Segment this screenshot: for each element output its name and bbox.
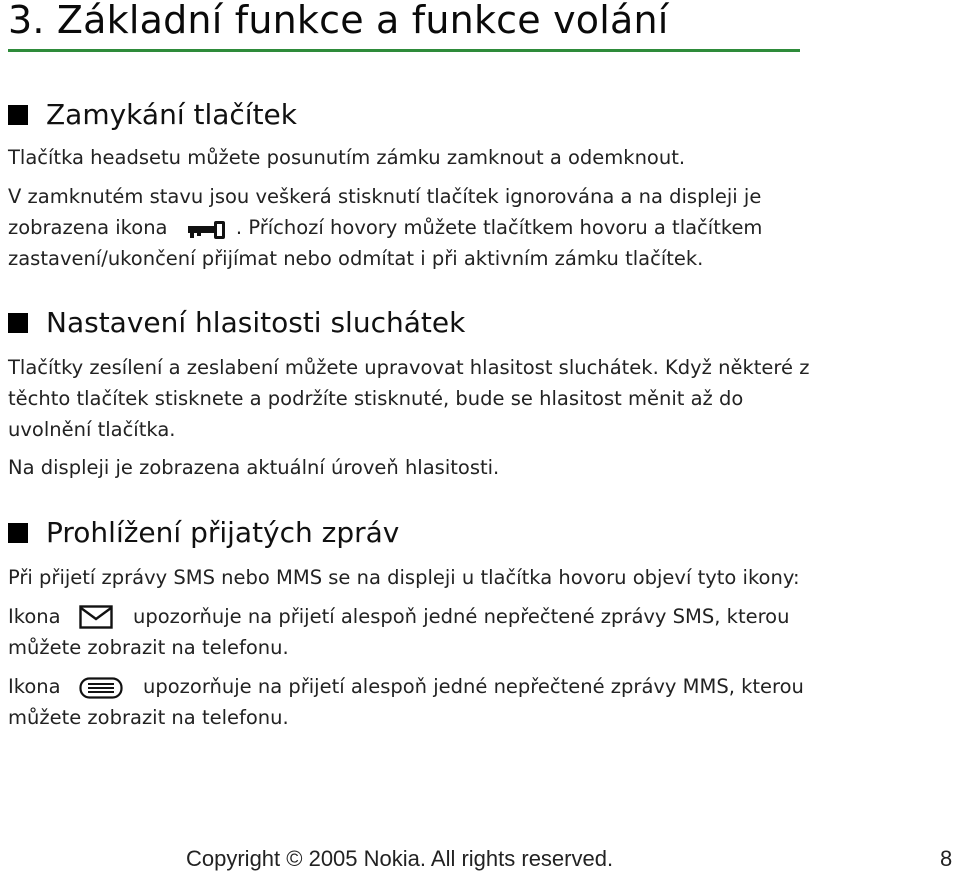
chapter-title: 3. Základní funkce a funkce volání (8, 0, 669, 42)
section-heading-label: Nastavení hlasitosti sluchátek (46, 306, 466, 339)
page-number: 8 (940, 846, 953, 871)
paragraph-line: Tlačítky zesílení a zeslabení můžete upravovat hlasitost sluchátek. Když některé z (8, 356, 810, 379)
text-run: Ikona (8, 675, 61, 698)
text-run: upozorňuje na přijetí alespoň jedné nepřečtené zprávy MMS, kterou (143, 675, 804, 698)
paragraph-line: těchto tlačítek stisknete a podržíte stisknuté, bude se hlasitost měnit až do (8, 387, 744, 410)
section-heading-volume (8, 306, 465, 339)
heading-bullet-icon (8, 313, 28, 333)
footer-copyright: Copyright © 2005 Nokia. All rights reserved. (186, 846, 614, 871)
paragraph-line: můžete zobrazit na telefonu. (8, 636, 289, 659)
text-run: . Příchozí hovory můžete tlačítkem hovoru a tlačítkem (235, 216, 763, 239)
section-heading-key-lock (8, 98, 297, 131)
text-run: Ikona (8, 605, 61, 628)
chapter-divider (8, 49, 800, 52)
paragraph: Na displeji je zobrazena aktuální úroveň hlasitosti. (8, 456, 500, 479)
section-heading-messages (8, 516, 399, 549)
text-run: zobrazena ikona (8, 216, 168, 239)
heading-bullet-icon (8, 523, 28, 543)
heading-bullet-icon (8, 105, 28, 125)
paragraph-line: uvolnění tlačítka. (8, 418, 176, 441)
paragraph-line: můžete zobrazit na telefonu. (8, 706, 289, 729)
section-heading-label: Prohlížení přijatých zpráv (46, 516, 400, 549)
paragraph-line: V zamknutém stavu jsou veškerá stisknutí tlačítek ignorována a na displeji je (8, 185, 762, 208)
paragraph-line: zastavení/ukončení přijímat nebo odmítat i při aktivním zámku tlačítek. (8, 247, 704, 270)
section-heading-label: Zamykání tlačítek (46, 98, 298, 131)
paragraph: Tlačítka headsetu můžete posunutím zámku zamknout a odemknout. (8, 146, 686, 169)
paragraph: Při přijetí zprávy SMS nebo MMS se na displeji u tlačítka hovoru objeví tyto ikony: (8, 566, 800, 589)
text-run: upozorňuje na přijetí alespoň jedné nepřečtené zprávy SMS, kterou (133, 605, 790, 628)
